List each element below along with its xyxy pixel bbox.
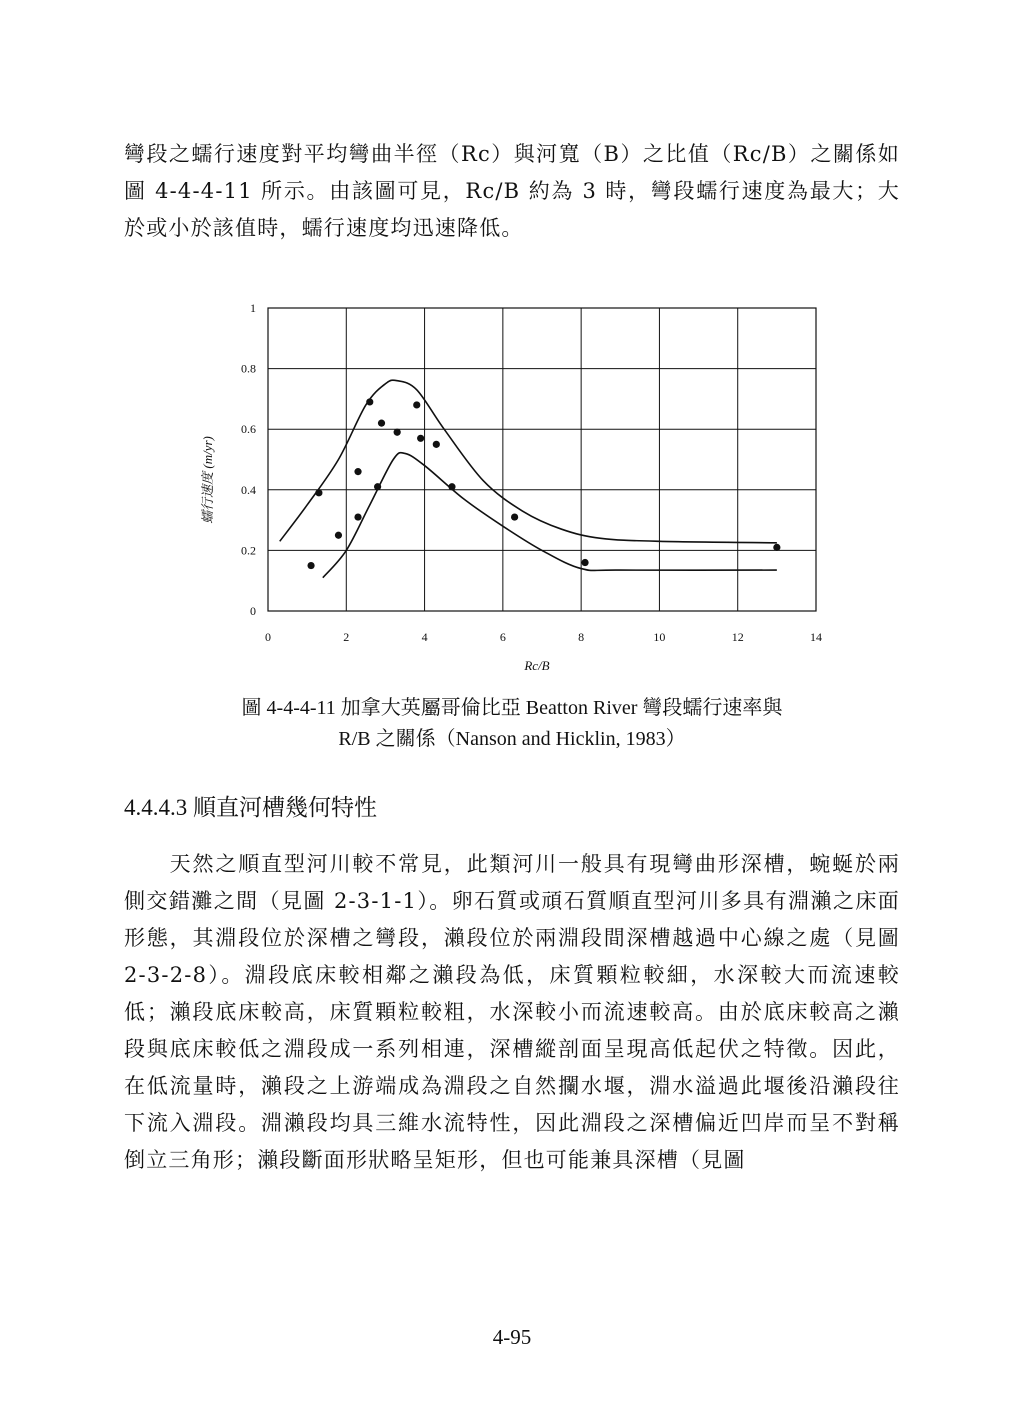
data-point	[417, 435, 424, 442]
lower-envelope-line	[323, 453, 777, 578]
x-tick-label: 8	[578, 630, 585, 644]
chart-points	[307, 398, 780, 569]
caption-line-2: R/B 之關係（Nanson and Hicklin, 1983）	[338, 728, 686, 750]
data-point	[354, 468, 361, 475]
x-tick-label: 4	[421, 630, 428, 644]
data-point	[773, 544, 780, 551]
data-point	[315, 489, 322, 496]
data-point	[335, 532, 342, 539]
data-point	[354, 513, 361, 520]
intro-paragraph: 彎段之蠕行速度對平均彎曲半徑（Rc）與河寬（B）之比值（Rc/B）之關係如圖 4-4-4-11 所示。由該圖可見，Rc/B 約為 3 時，彎段蠕行速度為最大；大於或小於該值時，蠕行速度均迅速降低。	[124, 142, 900, 240]
data-point	[366, 398, 373, 405]
data-point	[307, 562, 314, 569]
meander-rate-chart	[190, 290, 840, 685]
chart-envelope-lines	[280, 380, 777, 578]
y-tick-label: 0.8	[241, 361, 256, 376]
y-axis-label: 蠕行速度 (m/yr)	[200, 436, 215, 524]
chart-grid	[268, 308, 816, 611]
caption-line-1: 圖 4-4-4-11 加拿大英屬哥倫比亞 Beatton River 彎段蠕行速率與	[241, 697, 783, 719]
page-number: 4-95	[492, 1325, 532, 1349]
x-tick-label: 12	[731, 630, 744, 644]
data-point	[448, 483, 455, 490]
y-tick-label: 1	[250, 301, 256, 315]
figure-chart	[190, 290, 840, 685]
x-tick-label: 0	[265, 630, 271, 644]
section-heading: 4.4.4.3 順直河槽幾何特性	[124, 795, 377, 820]
data-point	[378, 420, 385, 427]
data-point	[433, 441, 440, 448]
x-axis-label: Rc/B	[524, 658, 550, 673]
x-tick-label: 14	[810, 630, 822, 644]
upper-envelope-line	[280, 380, 777, 543]
y-tick-label: 0.4	[241, 482, 256, 497]
x-tick-label: 6	[499, 630, 506, 644]
data-point	[374, 483, 381, 490]
data-point	[581, 559, 588, 566]
figure-caption	[124, 693, 900, 755]
body-paragraph: 天然之順直型河川較不常見，此類河川一般具有現彎曲形深槽，蜿蜒於兩側交錯灘之間（見圖 2-3-1-1）。卵石質或頑石質順直型河川多具有淵瀨之床面形態，其淵段位於深槽之彎段，瀨段位於兩淵段間深槽越過中心線之處（見圖 2-3-2-8）。淵段底床較相鄰之瀨段為低，床質顆粒較細，水深較大而流速較低；瀨段底床較高，床質顆粒較粗，水深較小而流速較高。由於底床較高之瀨段與底床較低之淵段成一系列相連，深槽縱剖面呈現高低起伏之特徵。因此，在低流量時，瀨段之上游端成為淵段之自然攔水堰，淵水溢過此堰後沿瀨段往下流入淵段。淵瀨段均具三維水流特性，因此淵段之深槽偏近凹岸而呈不對稱倒立三角形；瀨段斷面形狀略呈矩形，但也可能兼具深槽（見圖	[124, 852, 900, 1172]
x-tick-label: 10	[653, 630, 666, 644]
data-point	[511, 513, 518, 520]
data-point	[413, 401, 420, 408]
plot-frame	[268, 308, 816, 611]
y-tick-label: 0	[250, 604, 256, 618]
x-tick-label: 2	[343, 630, 350, 644]
y-tick-label: 0.2	[241, 543, 256, 558]
chart-ticks	[241, 301, 822, 644]
y-tick-label: 0.6	[241, 422, 256, 437]
data-point	[394, 429, 401, 436]
